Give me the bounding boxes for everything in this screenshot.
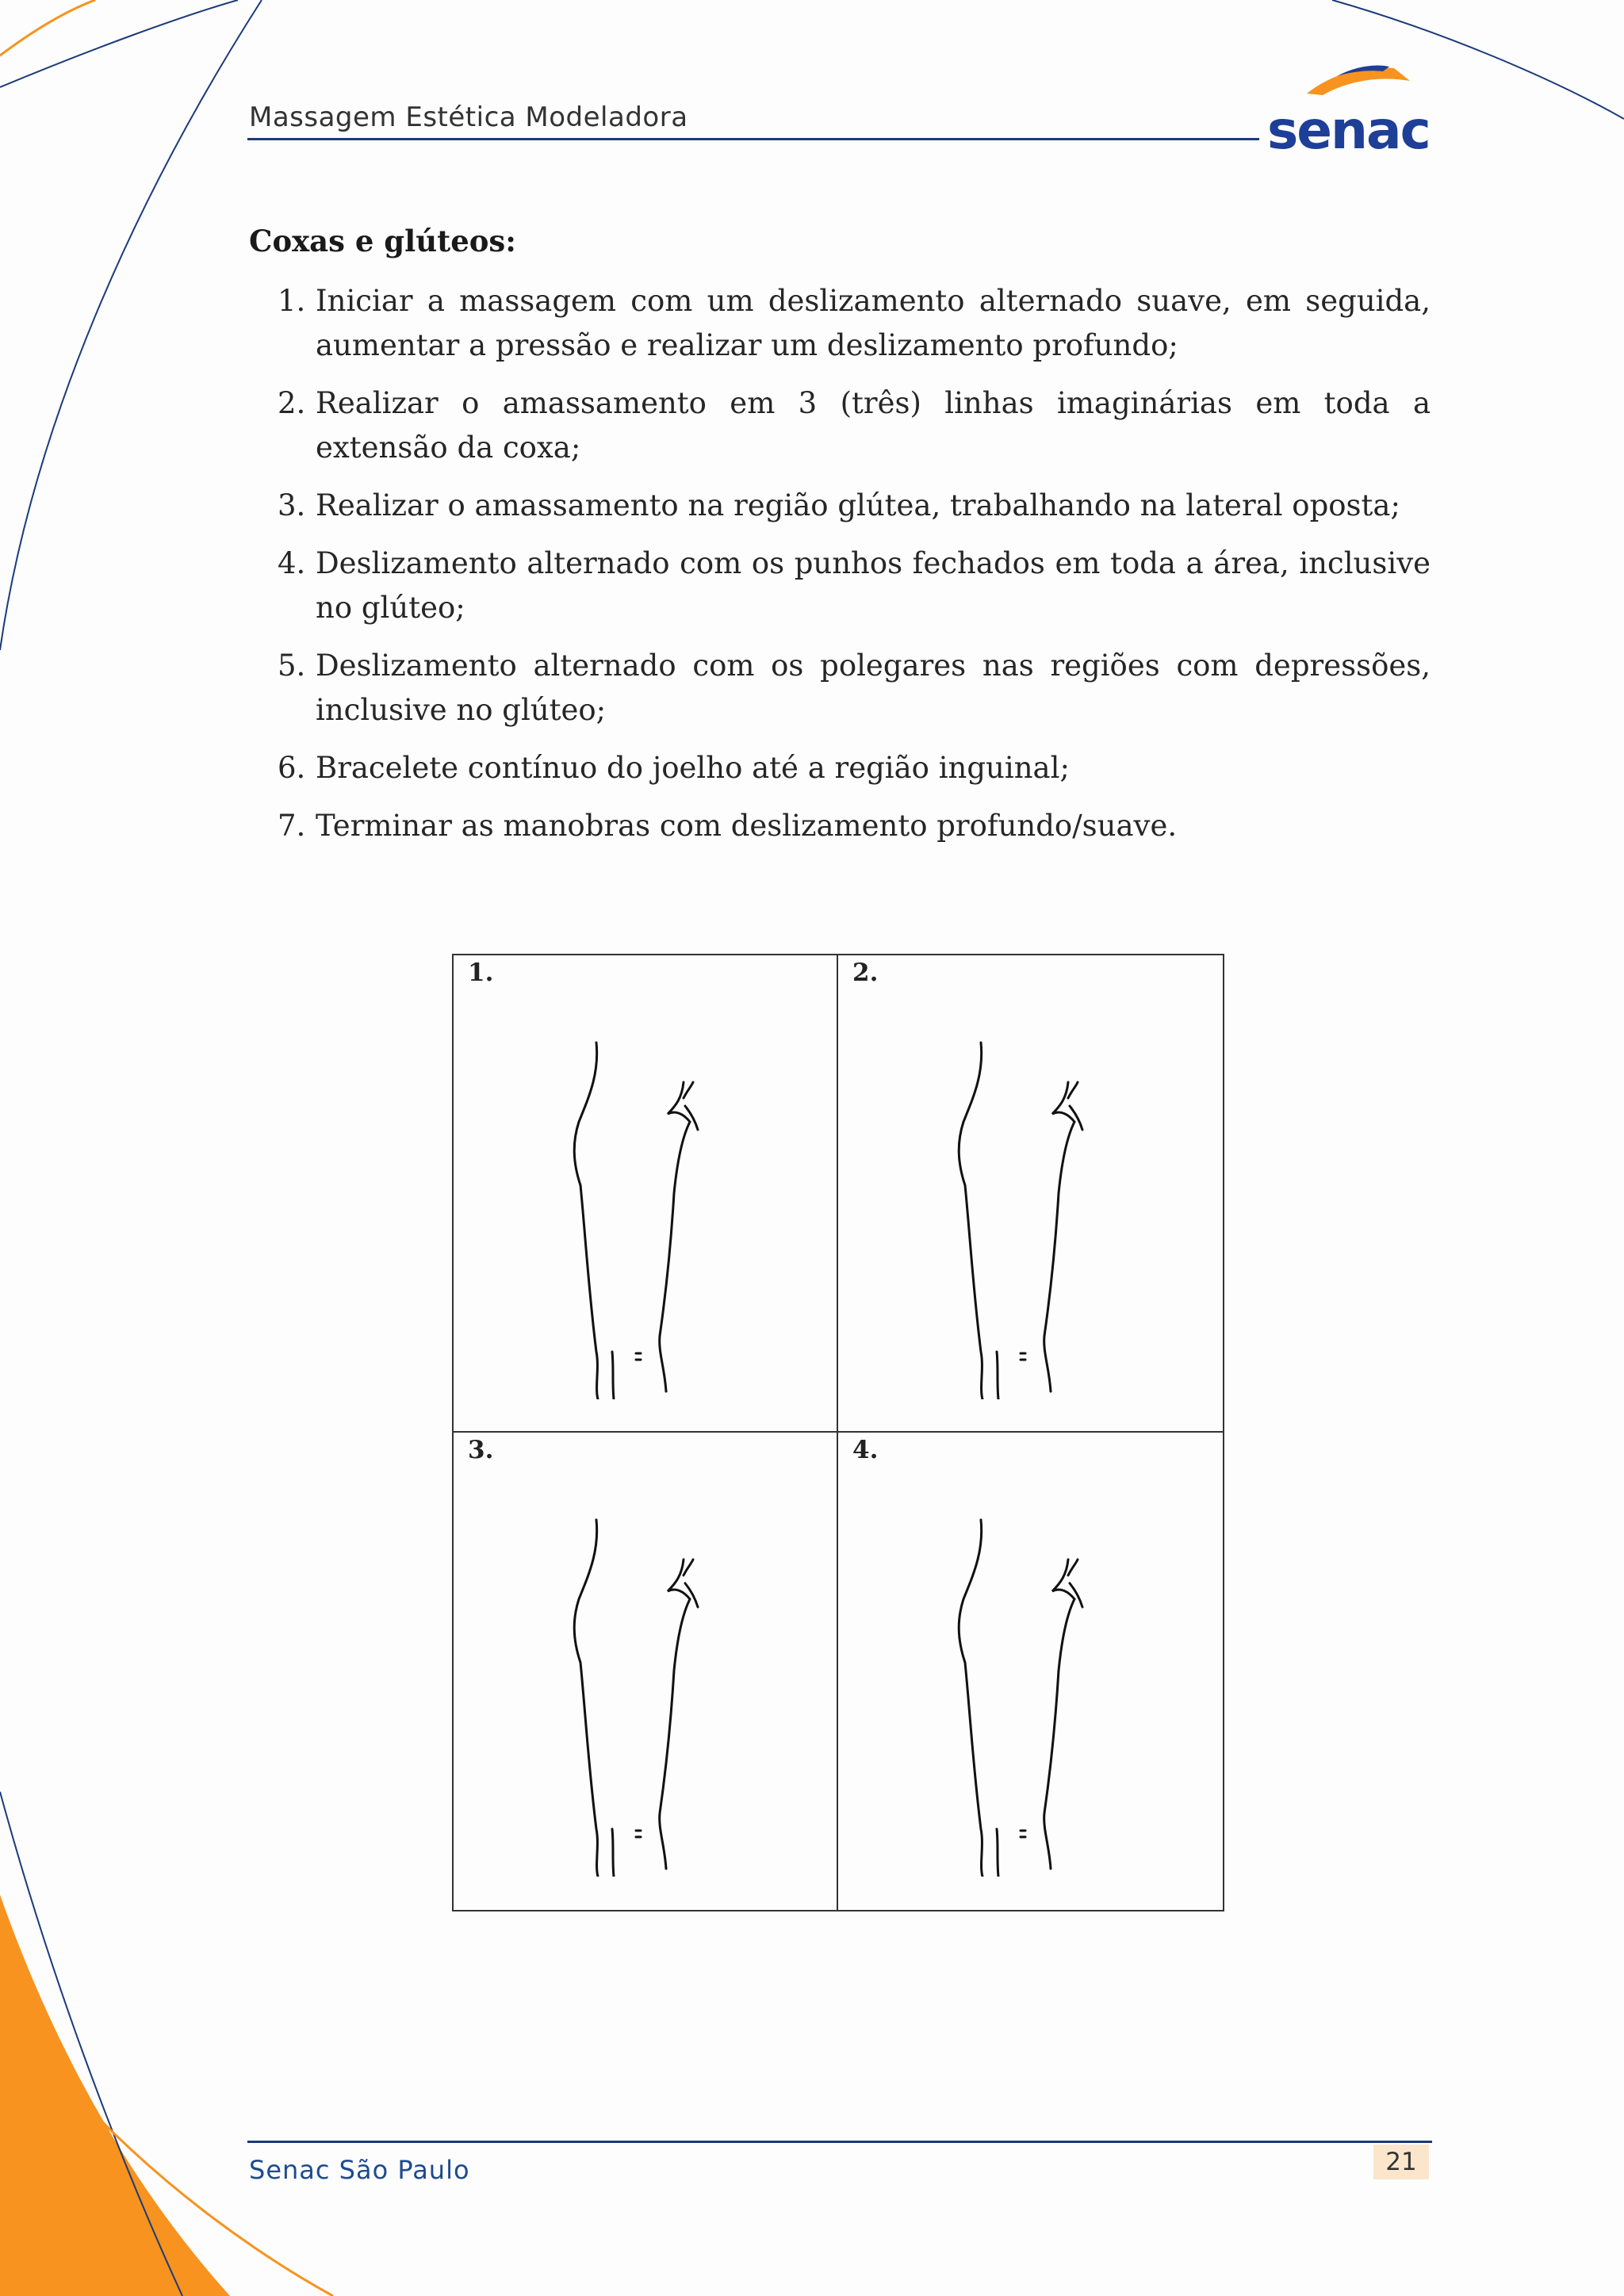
cell-number: 4. [852,1436,879,1464]
step-text: Iniciar a massagem com um deslizamento alternado suave, em seguida, aumentar a pressão e realizar um deslizamento profundo; [316,284,1431,362]
steps-list [249,279,1431,862]
list-item [249,279,1431,368]
step-number: 6. [278,751,306,785]
logo-wordmark: senac [1267,100,1430,161]
list-item [249,541,1431,630]
step-text: Bracelete contínuo do joelho até a região inguinal; [316,751,1070,785]
illustration-grid [452,954,1224,1911]
step-text: Terminar as manobras com deslizamento profundo/suave. [316,809,1178,843]
step-text: Realizar o amassamento na região glútea, trabalhando na lateral oposta; [316,488,1400,522]
senac-logo [1267,60,1434,163]
step-number: 1. [278,284,306,318]
header-rule [247,138,1259,140]
footer-rule [247,2141,1432,2143]
step-number: 5. [278,649,306,683]
blue-arc-top-left [0,0,238,87]
step-number: 4. [278,546,306,580]
step-text: Deslizamento alternado com os punhos fechados em toda a área, inclusive no glúteo; [316,546,1431,625]
step-text: Realizar o amassamento em 3 (três) linhas imaginárias em toda a extensão da coxa; [316,386,1431,465]
leg-illustration [949,1027,1139,1399]
leg-illustration [565,1504,755,1877]
cell-number: 1. [468,959,494,987]
page-number: 21 [1373,2145,1429,2179]
leg-illustration [949,1504,1139,1877]
step-number: 2. [278,386,306,420]
step-text: Deslizamento alternado com os polegares nas regiões com depressões, inclusive no glúteo; [316,649,1431,727]
header-title: Massagem Estética Modeladora [249,101,688,133]
leg-illustration [565,1027,755,1399]
blue-arc-left [0,0,262,650]
section-title: Coxas e glúteos: [249,224,516,258]
illustration-cell [838,1433,1223,1910]
illustration-cell [454,955,838,1433]
cell-number: 3. [468,1436,494,1464]
orange-corner-curve [0,0,95,55]
list-item [249,484,1431,528]
footer-text: Senac São Paulo [249,2155,470,2185]
orange-shape-bottom-left [0,1895,230,2296]
step-number: 7. [278,809,306,843]
step-number: 3. [278,488,306,522]
illustration-cell [838,955,1223,1433]
cell-number: 2. [852,959,879,987]
illustration-cell [454,1433,838,1910]
list-item [249,804,1431,848]
list-item [249,746,1431,790]
list-item [249,381,1431,470]
list-item [249,644,1431,733]
